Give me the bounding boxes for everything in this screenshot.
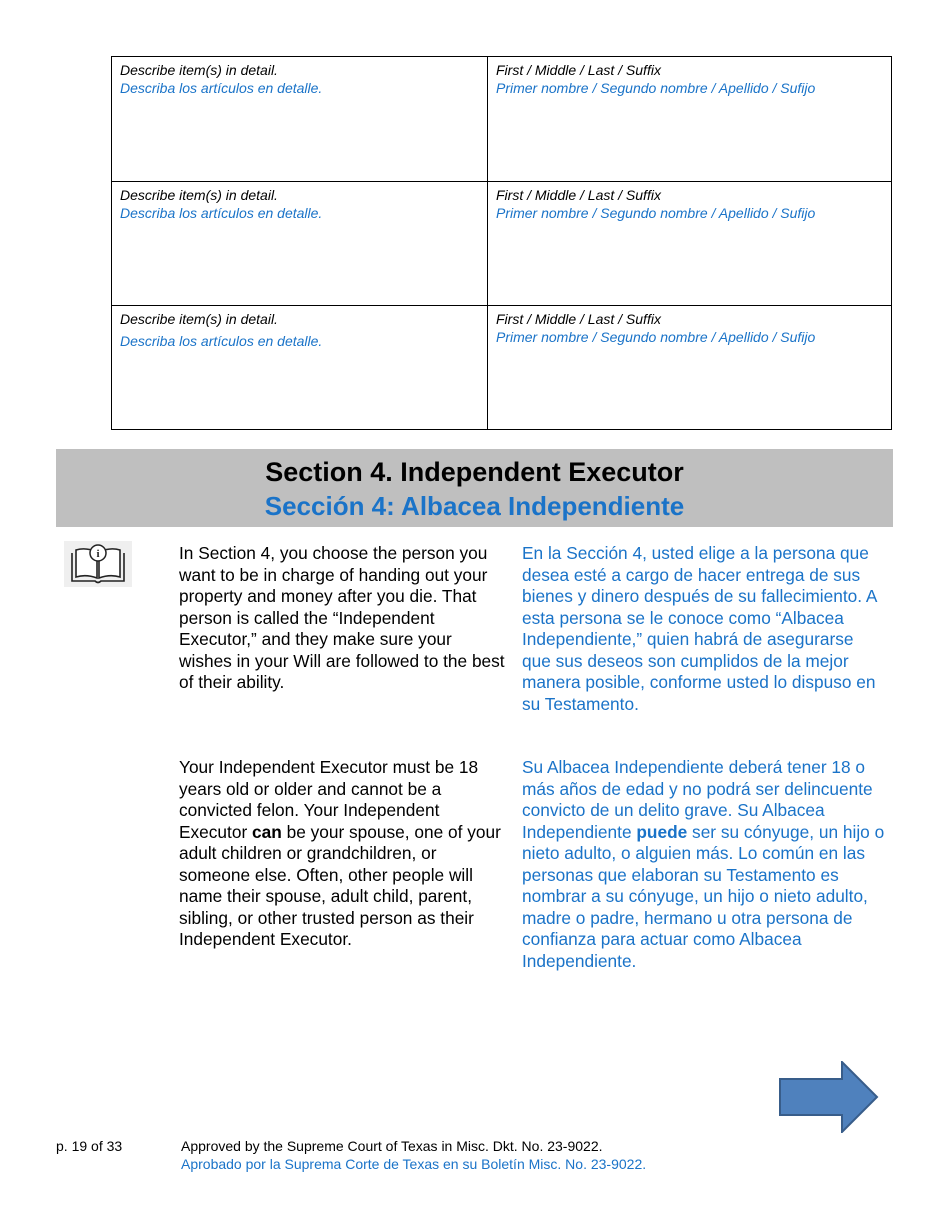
section-title-en: Section 4. Independent Executor [265,457,684,487]
table-row [112,305,891,429]
approval-text-es: Aprobado por la Suprema Corte de Texas en su Boletín Misc. No. 23-9022. [181,1156,647,1172]
section-title-es: Sección 4: Albacea Independiente [264,491,685,521]
item-description-label-es: Describa los artículos en detalle. [120,205,323,221]
requirements-text-en-part2: be your spouse, one of your adult children or grandchildren, or someone else. Often, other people will name their spouse, adult child, parent, sibling, or other trusted person as their Independent Executor. [179,821,501,949]
requirements-text-es-bold: puede [636,821,688,842]
item-description-label-en: Describe item(s) in detail. [120,187,278,203]
next-page-arrow-icon[interactable] [779,1061,879,1133]
beneficiary-name-label-en: First / Middle / Last / Suffix [496,311,661,327]
requirements-paragraph-en [179,757,509,951]
intro-paragraph-es: En la Sección 4, usted elige a la persona que desea esté a cargo de hacer entrega de sus bienes y dinero después de su fallecimiento. A esta persona se le conoce como “Albacea Independiente,” quien habrá de asegurarse que sus deseos son cumplidos de la mejor manera posible, conforme usted lo dispuso en su Testamento. [522,543,877,714]
beneficiary-name-cell[interactable] [488,182,891,305]
intro-paragraph-en: In Section 4, you choose the person you want to be in charge of handing out your property and money after you die. That person is called the “Independent Executor,” and they make sure your wishes in your Will are followed to the best of their ability. [179,543,505,692]
item-description-label-en: Describe item(s) in detail. [120,311,278,327]
table-row [112,57,891,181]
svg-text:i: i [96,548,100,560]
requirements-text-en-bold: can [252,821,282,842]
beneficiary-name-cell[interactable] [488,306,891,429]
bequest-table [111,56,892,430]
requirements-text-en-part1: Your Independent Executor must be 18 years old or older and cannot be a convicted felon. Your Independent Executor [179,757,479,842]
requirements-paragraph-es [522,757,887,972]
item-description-cell[interactable] [112,306,488,429]
requirements-text-es-part2: ser su cónyuge, un hijo o nieto adulto, o alguien más. Lo común en las personas que elaboran su Testamento es nombrar a su cónyuge, un hijo o nieto adulto, madre o padre, hermano u otra persona de confianza para actuar como Albacea Independiente. [522,821,885,971]
section-header [56,449,893,527]
item-description-cell[interactable] [112,182,488,305]
item-description-cell[interactable] [112,57,488,181]
item-description-label-en: Describe item(s) in detail. [120,62,278,78]
requirements-text-es-part1: Su Albacea Independiente deberá tener 18 o más años de edad y no podrá ser delincuente convicto de un delito grave. Su Albacea Independiente [522,757,873,842]
beneficiary-name-label-es: Primer nombre / Segundo nombre / Apellido / Sufijo [496,80,816,96]
table-row [112,181,891,305]
item-description-label-es: Describa los artículos en detalle. [120,333,323,349]
approval-text-en: Approved by the Supreme Court of Texas in Misc. Dkt. No. 23-9022. [181,1138,603,1154]
beneficiary-name-cell[interactable] [488,57,891,181]
book-info-icon [64,541,132,587]
beneficiary-name-label-en: First / Middle / Last / Suffix [496,187,661,203]
approval-footer [181,1137,646,1173]
item-description-label-es: Describa los artículos en detalle. [120,80,323,96]
beneficiary-name-label-en: First / Middle / Last / Suffix [496,62,661,78]
page-number: p. 19 of 33 [56,1138,123,1154]
beneficiary-name-label-es: Primer nombre / Segundo nombre / Apellido / Sufijo [496,205,816,221]
beneficiary-name-label-es: Primer nombre / Segundo nombre / Apellido / Sufijo [496,329,816,345]
